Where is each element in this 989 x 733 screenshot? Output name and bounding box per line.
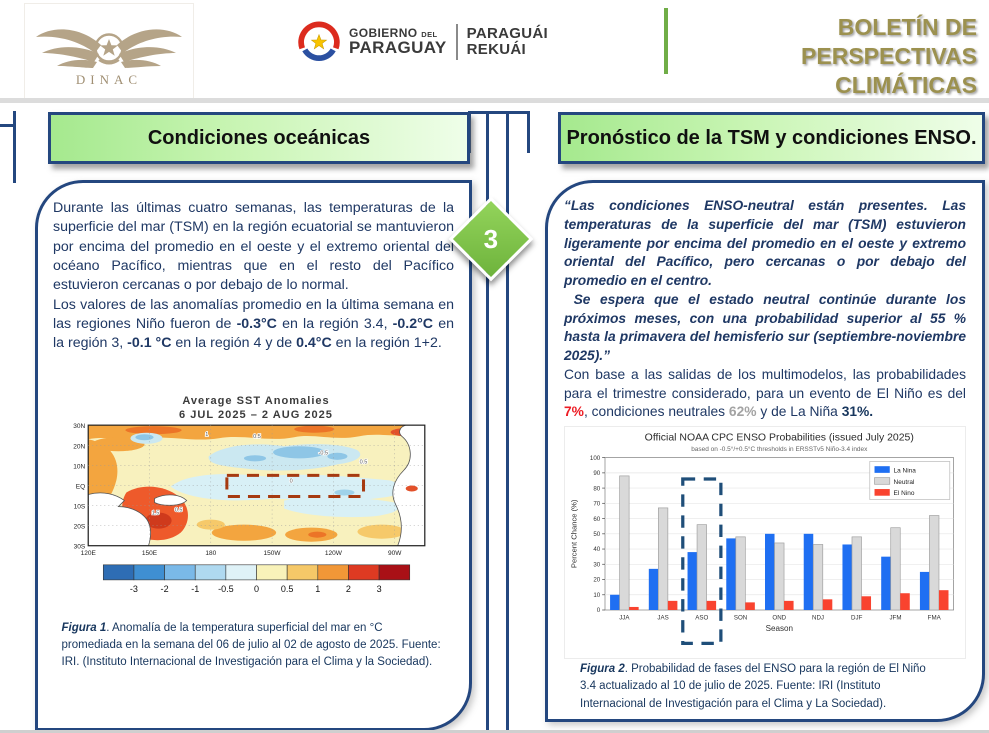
sst-anomaly-map	[58, 392, 450, 603]
svg-text:10N: 10N	[72, 462, 85, 470]
svg-text:FMA: FMA	[927, 614, 941, 622]
svg-text:100: 100	[589, 454, 601, 462]
gov-wordmark-guarani	[467, 26, 548, 59]
svg-text:0: 0	[596, 607, 601, 615]
page-number: 3	[483, 223, 499, 254]
svg-text:30: 30	[593, 561, 601, 569]
figure-1-caption: Figura 1. Anomalía de la temperatura superficial del mar en °C promediada en la semana del 06 de julio al 02 de agosto de 2025. Fuente: IRI. (Instituto Internacional de Investigación para el Clima y la Sociedad).	[61, 621, 441, 668]
dinac-wings-icon	[29, 8, 189, 96]
title-accent-bar	[664, 8, 668, 74]
svg-text:0.5: 0.5	[359, 458, 367, 465]
svg-text:3: 3	[376, 583, 382, 594]
gov-word2: PARAGUAY	[349, 38, 447, 58]
svg-text:NDJ: NDJ	[812, 614, 825, 622]
svg-text:20: 20	[593, 576, 601, 584]
svg-text:-3: -3	[129, 583, 138, 594]
section-header-forecast	[558, 112, 985, 164]
oceanic-conditions-panel	[35, 180, 472, 731]
svg-text:120E: 120E	[80, 549, 96, 557]
svg-text:2: 2	[345, 583, 351, 594]
svg-text:OND: OND	[772, 614, 787, 622]
figure-2-caption: Figura 2. Probabilidad de fases del ENSO para la región de El Niño 3.4 actualizado al 10 de julio de 2025. Fuente: IRI (Instituto Internacional de Investigación para el Clima y La Sociedad).	[580, 663, 926, 710]
page-header	[0, 0, 989, 98]
enso-quote-paragraph-1: “Las condiciones ENSO-neutral están presentes. Las temperaturas de la superficie del mar (TSM) estuvieron ligeramente por encima del promedio en el oeste y extremo oriental del Pacífico, pero cercanas o por debajo del promedio en el centro.	[564, 198, 966, 288]
svg-text:10S: 10S	[73, 503, 85, 511]
svg-text:80: 80	[593, 485, 601, 493]
svg-text:30S: 30S	[73, 543, 85, 551]
svg-text:-2: -2	[160, 583, 169, 594]
svg-text:1: 1	[314, 583, 320, 594]
gov-word1b: DEL	[421, 29, 438, 39]
svg-text:6 JUL 2025 – 2 AUG 2025: 6 JUL 2025 – 2 AUG 2025	[178, 408, 333, 421]
svg-text:0.5: 0.5	[280, 583, 293, 594]
gov-wordmark	[349, 27, 447, 57]
svg-text:180: 180	[204, 549, 216, 557]
svg-text:El Nino: El Nino	[893, 490, 915, 498]
enso-probability-chart	[565, 427, 965, 653]
section-header-oceanic	[48, 112, 470, 164]
gov-word3: PARAGUÁI	[466, 24, 548, 42]
section-header-forecast-label: Pronóstico de la TSM y condiciones ENSO.	[566, 126, 977, 149]
header-divider-strip	[0, 98, 989, 103]
svg-text:-0.5: -0.5	[217, 583, 234, 594]
svg-text:1: 1	[204, 431, 208, 438]
paraguay-emblem-icon	[298, 21, 340, 63]
svg-text:60: 60	[593, 515, 601, 523]
svg-text:Percent Chance (%): Percent Chance (%)	[569, 499, 579, 569]
svg-text:1.5: 1.5	[151, 510, 159, 517]
svg-text:20N: 20N	[72, 442, 85, 450]
svg-text:70: 70	[593, 500, 601, 508]
svg-text:ASO: ASO	[695, 614, 709, 622]
svg-text:JFM: JFM	[889, 614, 902, 622]
svg-text:Season: Season	[765, 623, 793, 633]
svg-text:20S: 20S	[73, 523, 85, 531]
enso-quote-paragraph-2: Se espera que el estado neutral continúe durante los próximos meses, con una probabilidad superior al 55 % hasta la primavera del hemisferio sur (septiembre-noviembre 2025).”	[564, 291, 966, 363]
enso-forecast-panel	[545, 180, 985, 722]
figure-2	[564, 426, 966, 659]
paraguay-government-logo	[298, 16, 548, 68]
svg-text:JJA: JJA	[619, 614, 630, 622]
bulletin-title	[677, 13, 977, 100]
svg-text:based on -0.5°/+0.5°C threshol: based on -0.5°/+0.5°C thresholds in ERSSTv5 Niño-3.4 index	[691, 445, 868, 453]
dinac-logo	[24, 3, 194, 100]
svg-text:-1: -1	[190, 583, 199, 594]
svg-text:120W: 120W	[324, 549, 342, 557]
svg-text:0.5: 0.5	[252, 433, 261, 440]
svg-text:150W: 150W	[263, 549, 281, 557]
svg-text:30N: 30N	[72, 422, 85, 430]
gov-word4: REKUÁI	[466, 41, 526, 58]
svg-text:40: 40	[593, 546, 601, 554]
oceanic-paragraph-1: Durante las últimas cuatro semanas, las temperaturas de la superficie del mar (TSM) en la región ecuatorial se mantuvieron por encima del promedio en el oeste y el extremo oriental del océano Pacífico, mientras que en el resto del Pacífico estuvieron cercanas o por debajo de lo normal.	[53, 200, 454, 294]
svg-text:10: 10	[593, 591, 601, 599]
oceanic-paragraph-2: Los valores de las anomalías promedio en la última semana en las regiones Niño fueron de -0.3°C en la región 3.4, -0.2°C en la región 3, -0.1 °C en la región 4 y de 0.4°C en la región 1+2.	[53, 296, 454, 352]
svg-text:DJF: DJF	[851, 614, 863, 622]
bulletin-title-line2: CLIMÁTICAS	[835, 71, 977, 98]
section-header-oceanic-label: Condiciones oceánicas	[147, 126, 371, 149]
connector-line	[506, 111, 509, 733]
svg-text:0: 0	[253, 583, 259, 594]
connector-line	[527, 111, 530, 153]
svg-text:90: 90	[593, 470, 601, 478]
svg-text:0: 0	[289, 477, 293, 484]
svg-text:50: 50	[593, 531, 601, 538]
bulletin-title-line1: BOLETÍN DE PERSPECTIVAS	[801, 14, 977, 69]
logo-divider	[456, 24, 458, 60]
connector-line	[13, 111, 16, 183]
svg-text:Average SST Anomalies: Average SST Anomalies	[181, 394, 330, 407]
enso-probabilities-paragraph: Con base a las salidas de los multimodelos, las probabilidades para el trimestre considerado, para un evento de El Niño es del 7%, condiciones neutrales 62% y de La Niña 31%.	[564, 366, 966, 420]
dinac-label: DINAC	[75, 71, 143, 87]
svg-text:150E: 150E	[141, 549, 157, 557]
svg-text:Official NOAA CPC ENSO Probabi: Official NOAA CPC ENSO Probabilities (issued July 2025)	[644, 432, 914, 444]
connector-line	[468, 111, 530, 114]
svg-text:0.5: 0.5	[174, 507, 182, 514]
svg-text:EQ: EQ	[75, 482, 85, 490]
figure-1	[58, 392, 450, 672]
gov-word1: GOBIERNO	[349, 25, 418, 40]
svg-text:La Nina: La Nina	[893, 467, 916, 475]
svg-text:90W: 90W	[387, 549, 401, 557]
svg-text:-0.5: -0.5	[318, 449, 328, 456]
svg-text:SON: SON	[733, 614, 748, 622]
svg-text:Neutral: Neutral	[893, 478, 915, 486]
svg-text:JAS: JAS	[657, 614, 669, 622]
